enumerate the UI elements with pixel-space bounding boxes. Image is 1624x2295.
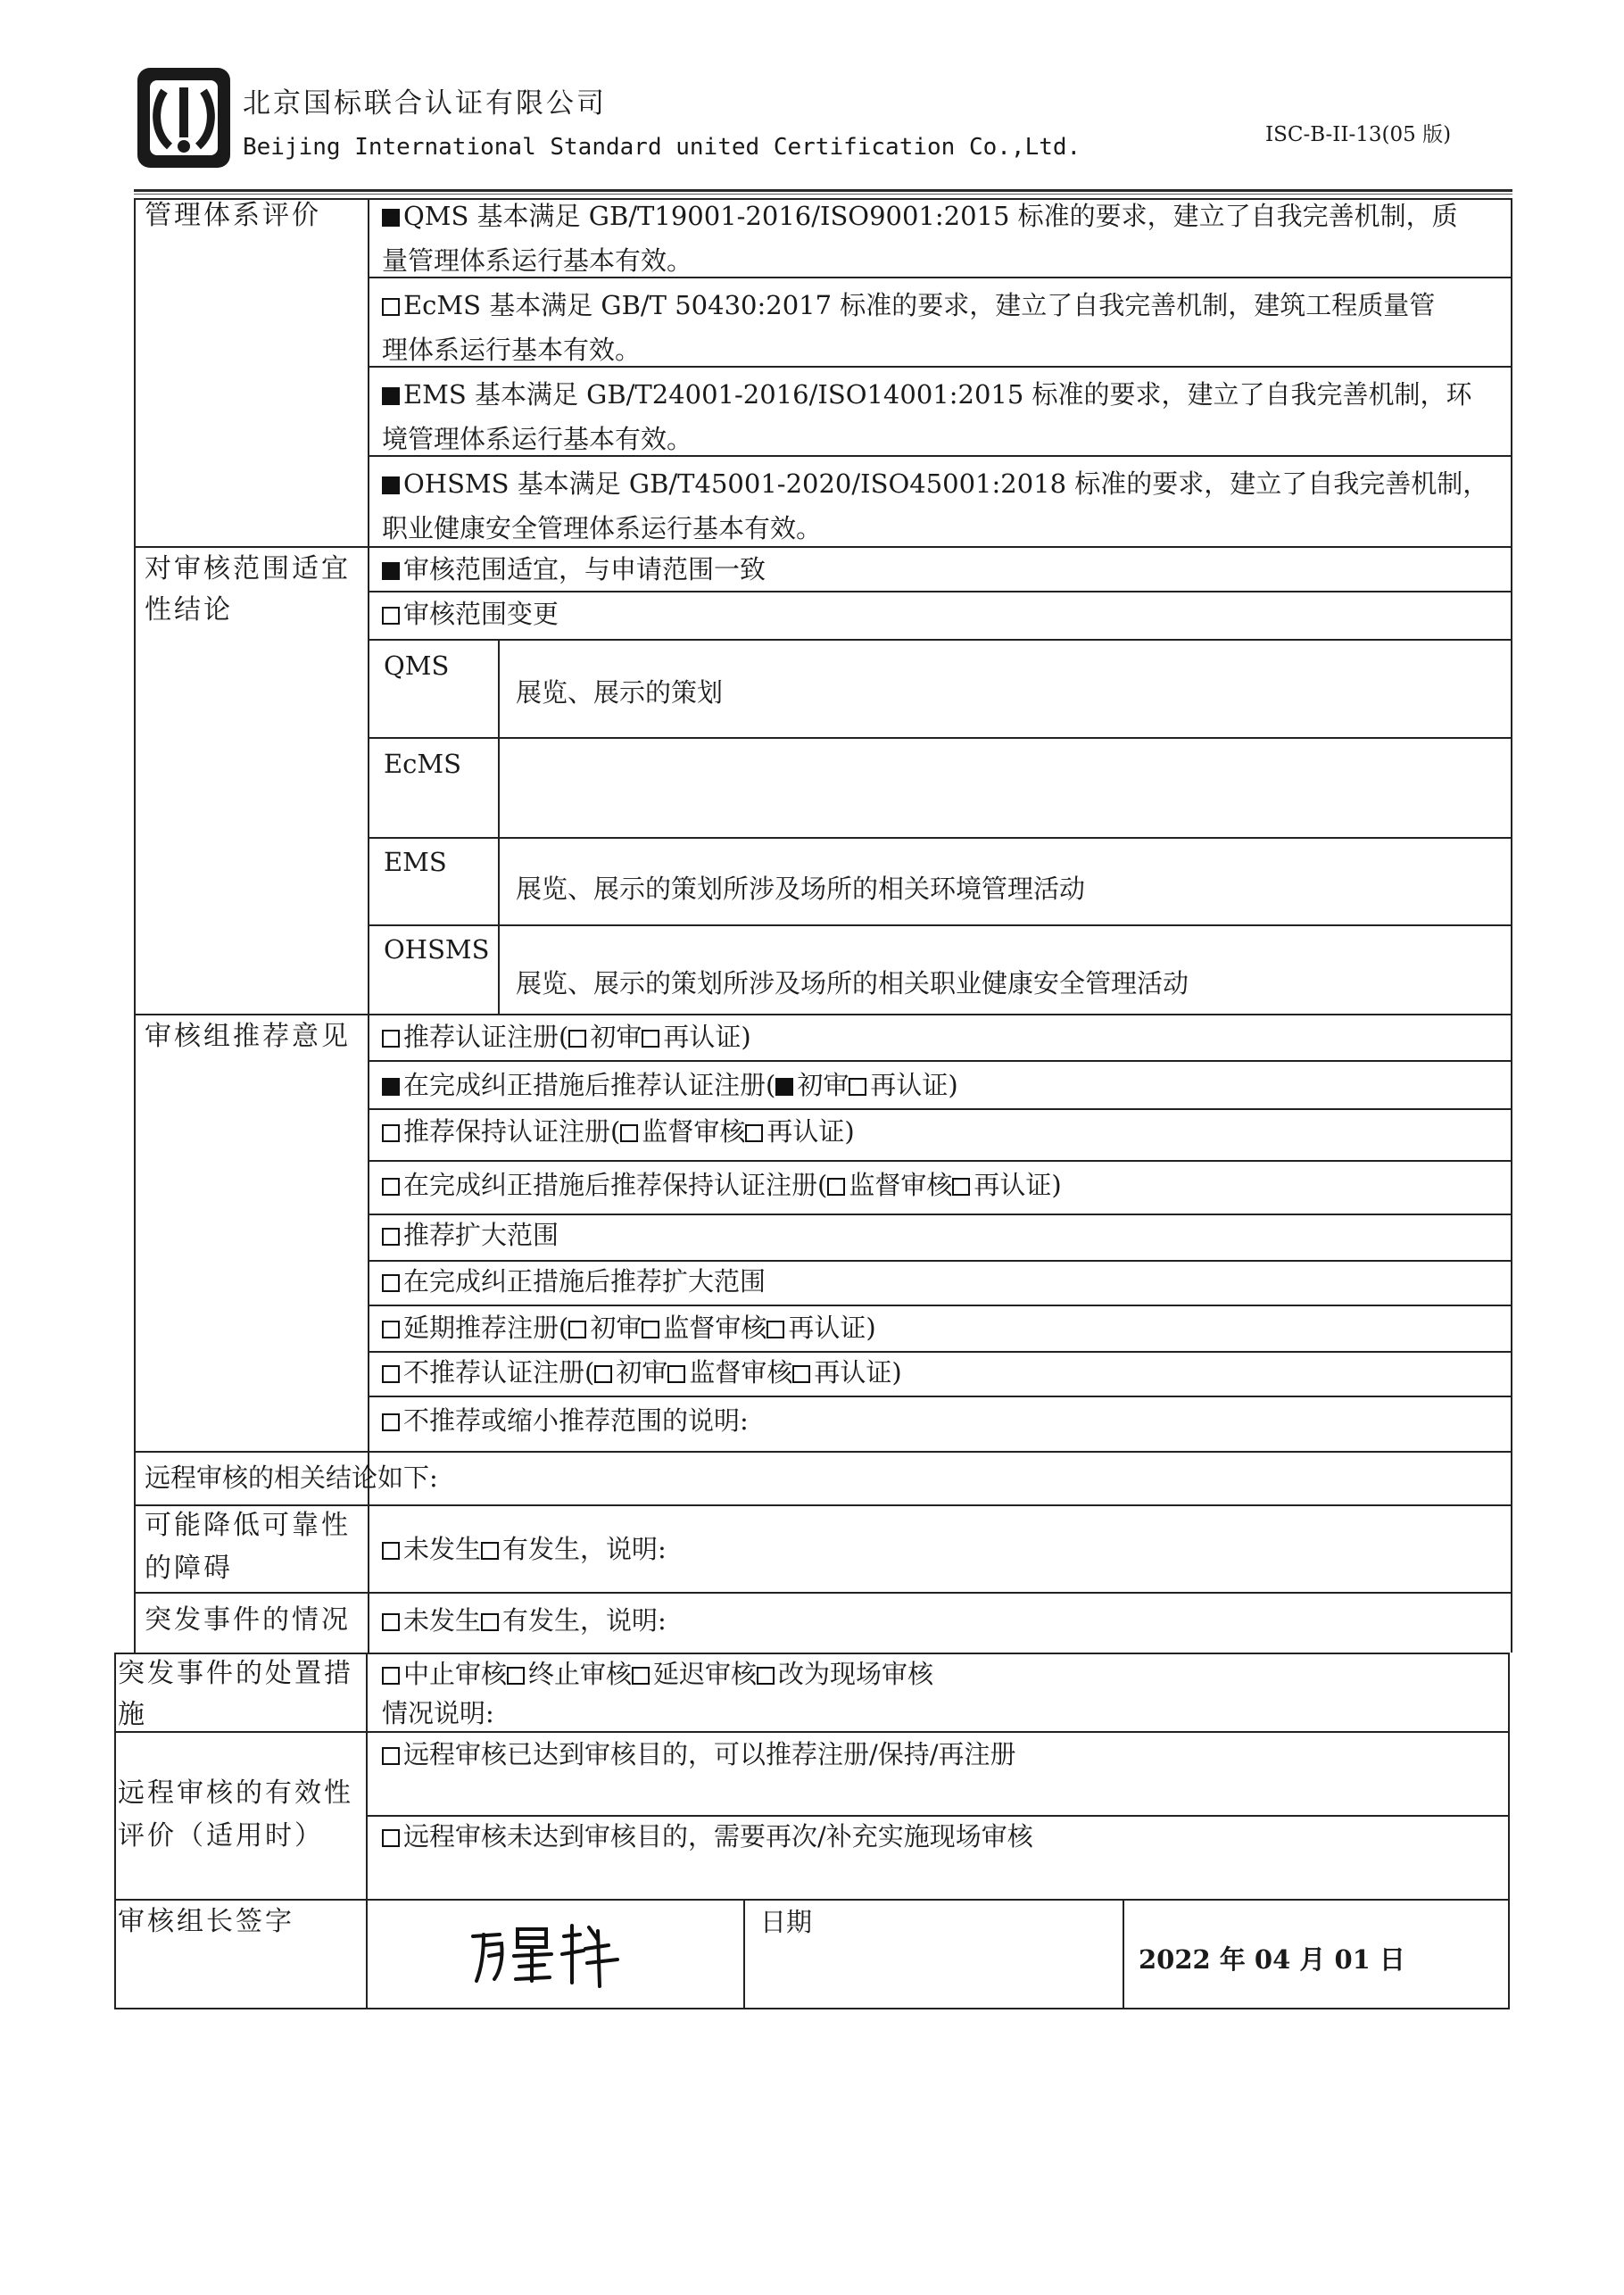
remote-section-title: 远程审核的相关结论如下:: [145, 1462, 438, 1493]
incident-occur-text: 有发生，说明:: [502, 1605, 667, 1636]
scope-text-ems: 展览、展示的策划所涉及场所的相关环境管理活动: [516, 874, 1086, 904]
row-line: [368, 924, 1512, 926]
recommend-2-recert: 再认证): [870, 1070, 958, 1100]
effectiveness-fail-text: 远程审核未达到审核目的，需要再次/补充实施现场审核: [403, 1821, 1033, 1852]
recommend-5-text: 推荐扩大范围: [403, 1220, 559, 1250]
recommend-8-initial-checkbox[interactable]: [594, 1365, 612, 1383]
recommend-1-initial-checkbox[interactable]: [568, 1030, 586, 1048]
effectiveness-ok-checkbox[interactable]: [382, 1747, 400, 1765]
recommend-9-checkbox[interactable]: [382, 1413, 400, 1431]
qms-checkbox[interactable]: [382, 209, 400, 227]
measures-label-2: 施: [118, 1699, 147, 1730]
effectiveness-fail-option[interactable]: [382, 1819, 1033, 1854]
scope-change-checkbox[interactable]: [382, 607, 400, 625]
measure-onsite-text: 改为现场审核: [778, 1659, 934, 1689]
scope-text-ohsms: 展览、展示的策划所涉及场所的相关职业健康安全管理活动: [516, 968, 1189, 998]
recommend-1-recert: 再认证): [663, 1022, 751, 1052]
scope-std-divider: [498, 639, 500, 1015]
measure-delay-checkbox[interactable]: [632, 1667, 650, 1685]
recommend-row-7[interactable]: [382, 1310, 876, 1346]
row-line: [134, 546, 1512, 548]
row-line: [368, 1260, 1512, 1262]
recommend-row-1[interactable]: [382, 1019, 751, 1055]
obstacle-options[interactable]: [382, 1531, 667, 1567]
obstacle-none-checkbox[interactable]: [382, 1542, 400, 1560]
date-label: 日期: [760, 1907, 813, 1937]
recommend-7-recert-checkbox[interactable]: [766, 1321, 784, 1338]
effectiveness-label-2: 评价（适用时）: [118, 1820, 324, 1852]
ohsms-eval-line1[interactable]: [382, 466, 1488, 501]
obstacle-occur-text: 有发生，说明:: [502, 1534, 667, 1564]
row-line: [368, 1160, 1512, 1162]
recommend-7-surveillance: 监督审核: [663, 1313, 767, 1343]
row-line: [134, 1504, 1512, 1506]
recommend-label: 审核组推荐意见: [145, 1021, 351, 1052]
ems-eval-text1: EMS 基本满足 GB/T24001-2016/ISO14001:2015 标准的要求，建立了自我完善机制，环: [403, 379, 1472, 410]
recommend-8-checkbox[interactable]: [382, 1365, 400, 1383]
leader-sign-label: 审核组长签字: [118, 1906, 294, 1937]
ecms-checkbox[interactable]: [382, 298, 400, 316]
recommend-3-surveillance: 监督审核: [642, 1116, 746, 1147]
company-name-cn: 北京国标联合认证有限公司: [243, 87, 607, 120]
recommend-4-text: 在完成纠正措施后推荐保持认证注册(: [403, 1170, 828, 1200]
scope-text-qms: 展览、展示的策划: [516, 677, 724, 708]
measure-onsite-checkbox[interactable]: [757, 1667, 775, 1685]
row-line: [368, 639, 1512, 641]
recommend-row-3[interactable]: [382, 1114, 855, 1149]
recommend-5-checkbox[interactable]: [382, 1228, 400, 1246]
recommend-7-recert: 再认证): [788, 1313, 876, 1343]
recommend-1-checkbox[interactable]: [382, 1030, 400, 1048]
effectiveness-label-1: 远程审核的有效性: [118, 1777, 353, 1809]
incident-none-checkbox[interactable]: [382, 1613, 400, 1631]
measure-stop-checkbox[interactable]: [382, 1667, 400, 1685]
effectiveness-ok-text: 远程审核已达到审核目的，可以推荐注册/保持/再注册: [403, 1739, 1016, 1769]
recommend-3-recert-checkbox[interactable]: [745, 1124, 763, 1142]
recommend-row-4[interactable]: [382, 1167, 1062, 1203]
ohsms-checkbox[interactable]: [382, 476, 400, 494]
qms-eval-line1[interactable]: [382, 198, 1458, 234]
recommend-4-surveillance: 监督审核: [849, 1170, 953, 1200]
recommend-1-initial: 初审: [590, 1022, 642, 1052]
obstacle-occur-checkbox[interactable]: [481, 1542, 499, 1560]
measure-delay-text: 延迟审核: [653, 1659, 758, 1689]
recommend-8-initial: 初审: [616, 1357, 668, 1388]
scope-std-ecms: EcMS: [384, 749, 461, 779]
row-line: [114, 1899, 1510, 1901]
measures-situation: 情况说明:: [382, 1698, 494, 1728]
table-border-left: [134, 198, 136, 1653]
recommend-7-text: 延期推荐注册(: [403, 1313, 569, 1343]
company-logo: [134, 64, 234, 171]
recommend-3-recert: 再认证): [766, 1116, 855, 1147]
recommend-7-checkbox[interactable]: [382, 1321, 400, 1338]
sign-date-divider-2: [1123, 1899, 1124, 2009]
ecms-eval-line1[interactable]: [382, 287, 1435, 323]
row-line: [368, 1108, 1512, 1110]
ohsms-eval-text2: 职业健康安全管理体系运行基本有效。: [382, 513, 823, 543]
ecms-eval-text1: EcMS 基本满足 GB/T 50430:2017 标准的要求，建立了自我完善机制，建筑工程质量管: [403, 290, 1436, 320]
measure-end-checkbox[interactable]: [507, 1667, 525, 1685]
recommend-2-initial: 初审: [797, 1070, 849, 1100]
recommend-4-surv-checkbox[interactable]: [827, 1178, 845, 1196]
row-line: [368, 1351, 1512, 1353]
recommend-2-recert-checkbox[interactable]: [849, 1078, 866, 1096]
recommend-4-recert-checkbox[interactable]: [952, 1178, 970, 1196]
recommend-3-checkbox[interactable]: [382, 1124, 400, 1142]
qms-eval-text1: QMS 基本满足 GB/T19001-2016/ISO9001:2015 标准的要求，建立了自我完善机制，质: [403, 201, 1458, 231]
row-line: [114, 2008, 1510, 2009]
recommend-2-text: 在完成纠正措施后推荐认证注册(: [403, 1070, 776, 1100]
recommend-7-surv-checkbox[interactable]: [642, 1321, 659, 1338]
incident-options[interactable]: [382, 1603, 667, 1638]
recommend-9-text: 不推荐或缩小推荐范围的说明:: [403, 1405, 749, 1436]
recommend-row-2[interactable]: [382, 1067, 958, 1103]
row-line: [134, 1592, 1512, 1594]
document-number: ISC-B-II-13(05 版): [1265, 123, 1452, 146]
incident-none-text: 未发生: [403, 1605, 482, 1636]
recommend-3-surv-checkbox[interactable]: [620, 1124, 638, 1142]
measure-stop-text: 中止审核: [403, 1659, 508, 1689]
header-rule: [134, 189, 1512, 192]
recommend-8-recert-checkbox[interactable]: [792, 1365, 810, 1383]
row-line: [368, 1060, 1512, 1062]
recommend-8-text: 不推荐认证注册(: [403, 1357, 595, 1388]
recommend-8-surveillance: 监督审核: [689, 1357, 793, 1388]
recommend-4-checkbox[interactable]: [382, 1178, 400, 1196]
scope-suitable-text: 审核范围适宜，与申请范围一致: [403, 554, 766, 584]
row-line: [134, 1014, 1512, 1015]
row-line: [114, 1653, 1510, 1654]
recommend-8-surv-checkbox[interactable]: [667, 1365, 685, 1383]
recommend-6-checkbox[interactable]: [382, 1274, 400, 1292]
mgmt-eval-label: 管理体系评价: [145, 200, 321, 231]
recommend-1-recert-checkbox[interactable]: [642, 1030, 659, 1048]
row-line: [368, 1396, 1512, 1397]
scope-std-ohsms: OHSMS: [384, 934, 490, 965]
recommend-3-text: 推荐保持认证注册(: [403, 1116, 621, 1147]
row-line: [368, 1305, 1512, 1306]
measures-options[interactable]: [382, 1656, 933, 1692]
ems-eval-text2: 境管理体系运行基本有效。: [382, 424, 693, 454]
qms-eval-text2: 量管理体系运行基本有效。: [382, 245, 693, 276]
date-value: 2022 年 04 月 01 日: [1139, 1944, 1405, 1975]
row-line: [114, 1731, 1510, 1733]
ohsms-eval-text1: OHSMS 基本满足 GB/T45001-2020/ISO45001:2018 标准的要求，建立了自我完善机制，: [403, 468, 1489, 499]
scope-label-1: 对审核范围适宜: [145, 553, 351, 584]
ems-checkbox[interactable]: [382, 387, 400, 405]
label-column-divider-lower: [366, 1653, 368, 2009]
recommend-7-initial-checkbox[interactable]: [568, 1321, 586, 1338]
scope-suitable-option[interactable]: [382, 551, 766, 587]
recommend-6-text: 在完成纠正措施后推荐扩大范围: [403, 1266, 766, 1297]
recommend-1-text: 推荐认证注册(: [403, 1022, 569, 1052]
recommend-8-recert: 再认证): [814, 1357, 902, 1388]
row-line: [366, 1815, 1510, 1817]
scope-label-2: 性结论: [145, 594, 233, 626]
row-line: [368, 737, 1512, 739]
row-line: [368, 1214, 1512, 1215]
sign-date-divider-1: [743, 1899, 745, 2009]
recommend-row-8[interactable]: [382, 1355, 902, 1390]
scope-std-ems: EMS: [384, 847, 447, 877]
scope-std-qms: QMS: [384, 650, 450, 681]
recommend-row-6[interactable]: [382, 1263, 766, 1299]
obstacle-label-1: 可能降低可靠性: [145, 1510, 351, 1541]
row-line: [368, 591, 1512, 592]
ems-eval-line1[interactable]: [382, 377, 1472, 412]
measure-end-text: 终止审核: [528, 1659, 633, 1689]
table-border-right-lower: [1508, 1653, 1510, 2009]
incident-occur-checkbox[interactable]: [481, 1613, 499, 1631]
incident-label: 突发事件的情况: [145, 1604, 351, 1636]
ecms-eval-text2: 理体系运行基本有效。: [382, 335, 642, 365]
row-line: [134, 1451, 1512, 1453]
measures-label-1: 突发事件的处置措: [118, 1658, 353, 1689]
recommend-row-9[interactable]: [382, 1403, 749, 1438]
recommend-2-initial-checkbox[interactable]: [775, 1078, 793, 1096]
scope-change-option[interactable]: [382, 596, 559, 632]
recommend-2-checkbox[interactable]: [382, 1078, 400, 1096]
handwritten-signature: [464, 1910, 625, 1990]
company-name-en: Beijing International Standard united Certification Co.,Ltd.: [243, 134, 1081, 161]
table-border-left-lower: [114, 1653, 116, 2009]
scope-suitable-checkbox[interactable]: [382, 562, 400, 580]
effectiveness-ok-option[interactable]: [382, 1736, 1016, 1772]
header-rule-thin: [134, 194, 1512, 195]
recommend-4-recert: 再认证): [974, 1170, 1062, 1200]
recommend-row-5[interactable]: [382, 1217, 559, 1253]
scope-change-text: 审核范围变更: [403, 599, 559, 629]
recommend-7-initial: 初审: [590, 1313, 642, 1343]
effectiveness-fail-checkbox[interactable]: [382, 1829, 400, 1847]
row-line: [368, 837, 1512, 839]
obstacle-none-text: 未发生: [403, 1534, 482, 1564]
obstacle-label-2: 的障碍: [145, 1553, 233, 1584]
